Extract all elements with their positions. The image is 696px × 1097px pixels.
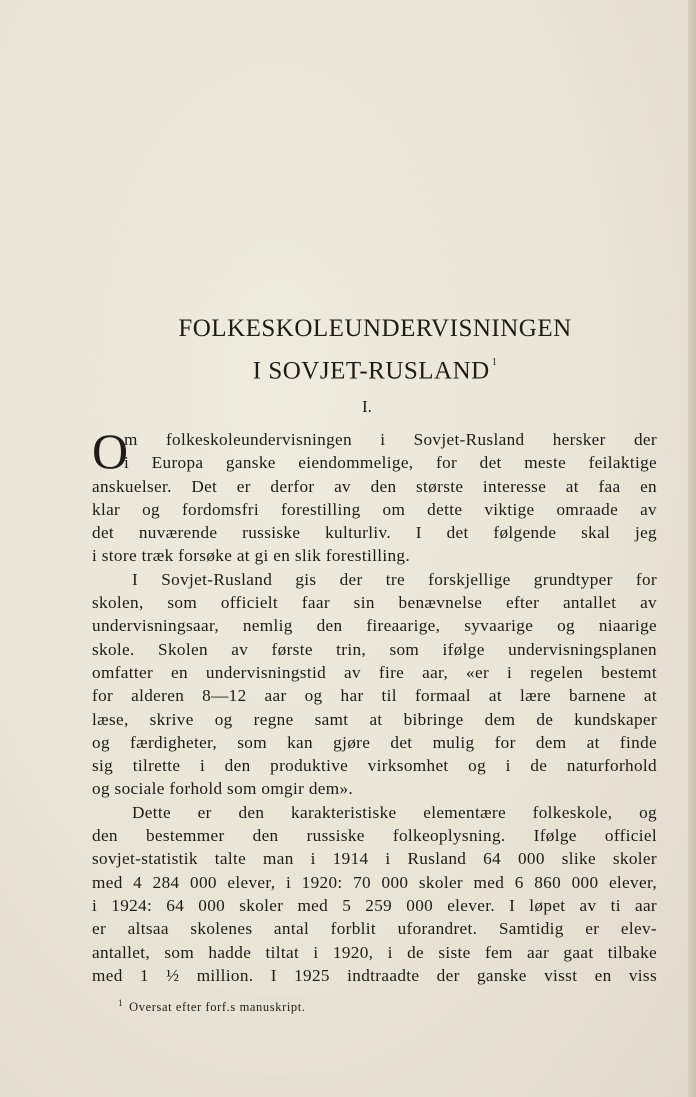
title-line-2-text: I SOVJET-RUSLAND — [252, 357, 490, 385]
paragraph-2 — [92, 568, 657, 801]
body-text — [92, 423, 657, 987]
text-line: læse, skrive og regne samt at bibringe dem de kundskaper — [92, 709, 657, 729]
text-line: klar og fordomsfri forestilling om dette viktige omraade av — [92, 499, 657, 519]
title-line-1 — [92, 314, 658, 344]
text-line: omfatter en undervisningstid av fire aar, «er i regelen bestemt — [92, 662, 657, 682]
text-line: sovjet-statistik talte man i 1914 i Rusland 64 000 slike skoler — [92, 849, 657, 869]
paragraph-3 — [92, 801, 657, 987]
text-line: og færdigheter, som kan gjøre det mulig for dem at finde — [92, 732, 657, 752]
footnote-marker: 1 — [118, 998, 124, 1008]
text-line: det nuværende russiske kulturliv. I det følgende skal jeg — [92, 523, 657, 543]
text-line: i Europa ganske eiendommelige, for det meste feilaktige — [124, 453, 657, 473]
text-line: den bestemmer den russiske folkeoplysning. Ifølge officiel — [92, 826, 657, 846]
text-line: med 4 284 000 elever, i 1920: 70 000 skoler med 6 860 000 elever, — [92, 872, 657, 892]
footnote-text: Oversat efter forf.s manuskript. — [129, 1000, 306, 1015]
text-line: m folkeskoleundervisningen i Sovjet-Rusland hersker der — [124, 430, 657, 449]
text-line: sig tilrette i den produktive virksomhet og i de naturforhold — [92, 756, 657, 776]
text-line: i store træk forsøke at gi en slik forestilling. — [92, 546, 411, 566]
footnote — [118, 998, 306, 1015]
text-line: skolen, som officielt faar sin benævnelse efter antallet av — [92, 593, 657, 613]
title-line-2 — [92, 352, 658, 386]
text-line: med 1 ½ million. I 1925 indtraadte der ganske visst en viss — [92, 965, 657, 985]
paragraph-1 — [92, 423, 657, 568]
text-line: og sociale forhold som omgir dem». — [92, 779, 354, 799]
text-line: anskuelser. Det er derfor av den største interesse at faa en — [92, 476, 657, 496]
text-line: er altsaa skolenes antal forblit uforandret. Samtidig er elev- — [92, 919, 657, 939]
text-line: I Sovjet-Rusland gis der tre forskjellige grundtyper for — [132, 569, 657, 589]
page-edge — [688, 0, 696, 1097]
drop-cap: O — [92, 423, 129, 479]
text-line: skole. Skolen av første trin, som ifølge undervisningsplanen — [92, 639, 657, 659]
text-line: for alderen 8—12 aar og har til formaal at lære barnene at — [92, 686, 657, 706]
title-footnote-marker: 1 — [491, 357, 498, 368]
title-line-1-text: FOLKESKOLEUNDERVISNINGEN — [178, 315, 572, 342]
text-line: i 1924: 64 000 skoler med 5 259 000 elever. I løpet av ti aar — [92, 895, 657, 915]
text-line: Dette er den karakteristiske elementære folkeskole, og — [132, 802, 657, 822]
text-line: undervisningsaar, nemlig den fireaarige, syvaarige og niaarige — [92, 616, 657, 636]
section-number: I. — [362, 397, 372, 416]
text-line: antallet, som hadde tiltat i 1920, i de siste fem aar gaat tilbake — [92, 942, 657, 962]
